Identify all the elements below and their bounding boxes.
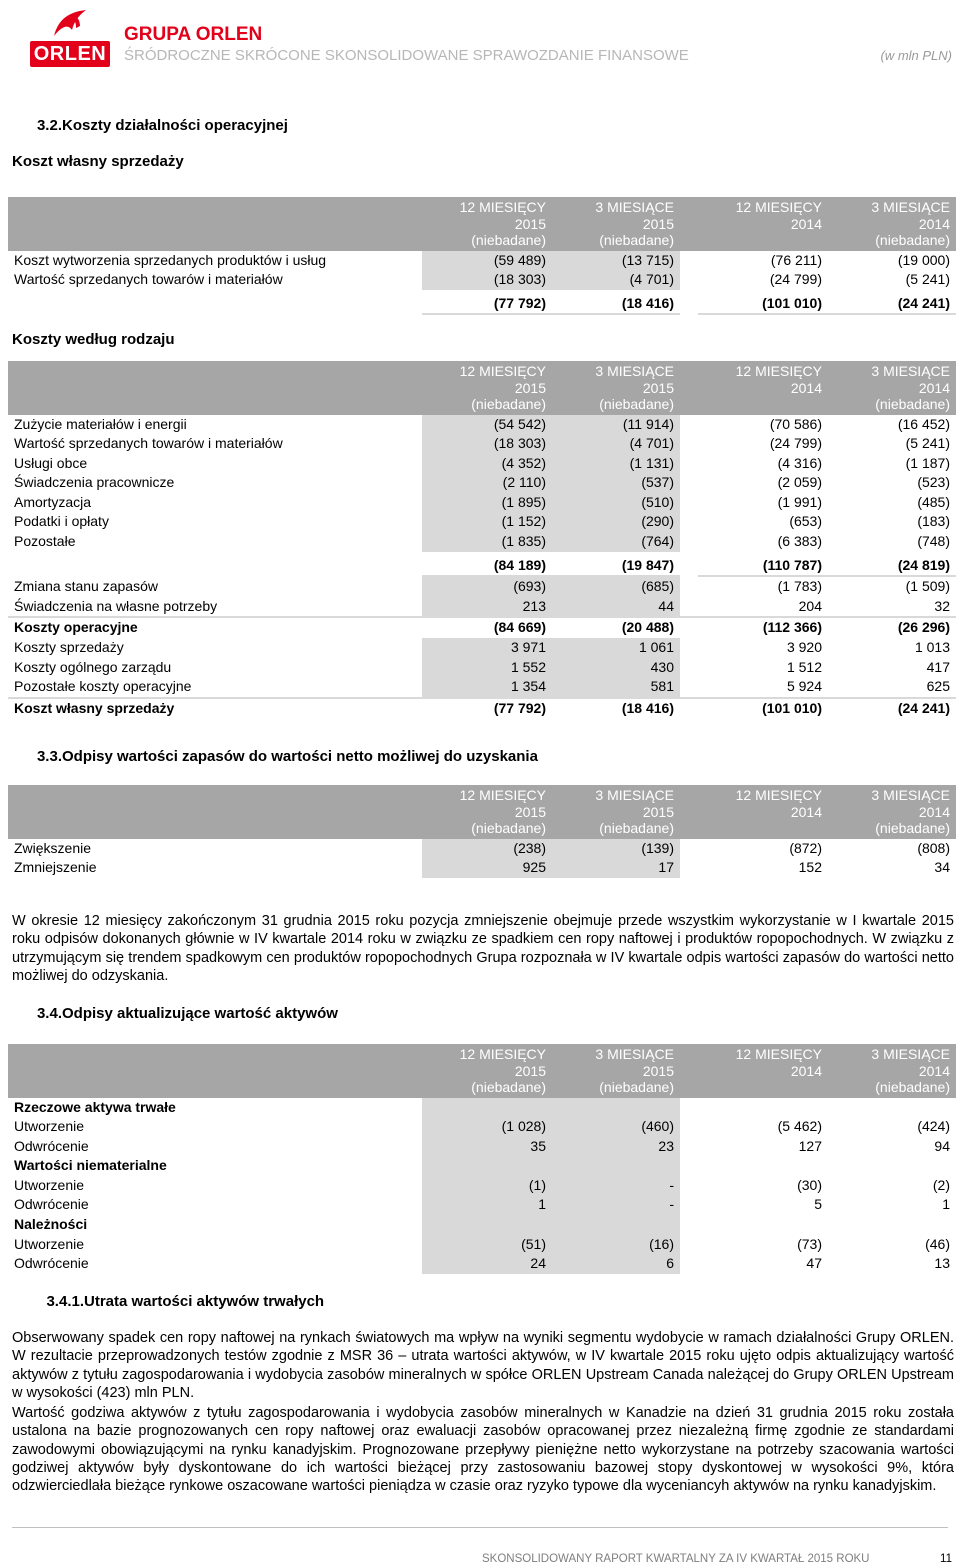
cell-value: 1 <box>942 1196 950 1213</box>
table-row <box>8 1235 956 1255</box>
cell-value: 430 <box>552 658 680 678</box>
table-row <box>8 434 956 454</box>
row-label: Podatki i opłaty <box>14 513 109 530</box>
cell-value: 417 <box>926 658 950 675</box>
table-row <box>8 1176 956 1196</box>
table-row <box>8 493 956 513</box>
cell-value: 44 <box>552 597 680 618</box>
table-subtotal-row: (84 189) (19 847) (110 787) (24 819) <box>8 556 956 577</box>
cell-value: (1 895) <box>422 493 552 513</box>
row-label: Usługi obce <box>14 454 88 471</box>
cell-value: (4 701) <box>552 434 680 454</box>
table-row <box>8 1195 956 1215</box>
row-label: Utworzenie <box>14 1235 85 1252</box>
group-title-row <box>8 1156 956 1176</box>
section-number: 3.2. <box>36 117 62 134</box>
row-label: Amortyzacja <box>14 493 92 510</box>
row-label: Koszty ogólnego zarządu <box>14 658 172 675</box>
cell-value: (653) <box>789 513 822 530</box>
cell-value: (808) <box>917 839 950 856</box>
row-label: Odwrócenie <box>14 1137 89 1154</box>
subsection-title: Koszt własny sprzedaży <box>12 153 184 170</box>
table-cost-of-sales-row: Koszt własny sprzedaży (77 792) (18 416) (101 010) (24 241) <box>8 698 956 719</box>
cell-value: (4 701) <box>552 270 680 290</box>
cell-value: (1 835) <box>422 532 552 552</box>
table-asset-writedowns <box>8 1044 956 1274</box>
cell-value: (24 799) <box>769 435 822 452</box>
col-header: 12 MIESIĘCY 2015 (niebadane) <box>422 1044 552 1098</box>
col-header: 3 MIESIĄCE 2015 (niebadane) <box>552 785 680 839</box>
cell-value: 925 <box>422 858 552 878</box>
cell-value: (16) <box>552 1235 680 1255</box>
cell-value: (24 799) <box>769 271 822 288</box>
cell-value: (4 352) <box>422 454 552 474</box>
cell-value: (5 241) <box>905 435 950 452</box>
logo-text: ORLEN <box>30 41 110 67</box>
col-header: 12 MIESIĘCY 2015 (niebadane) <box>422 785 552 839</box>
cell-value: 35 <box>422 1137 552 1157</box>
cell-value: 127 <box>798 1137 822 1154</box>
cell-value: - <box>552 1195 680 1215</box>
cell-value: 47 <box>806 1255 822 1272</box>
cell-value: (485) <box>917 493 950 510</box>
section-heading-3-4-1 <box>12 1293 324 1310</box>
table-row <box>8 415 956 435</box>
section-number: 3.3. <box>36 748 62 765</box>
section-heading-3-2 <box>12 117 288 134</box>
cell-value: (1 509) <box>905 578 950 595</box>
table-header-row <box>8 785 956 839</box>
cell-value: (748) <box>917 533 950 550</box>
cell-value: (537) <box>552 473 680 493</box>
group-title-row <box>8 1215 956 1235</box>
row-label: Odwrócenie <box>14 1196 89 1213</box>
cell-value: 17 <box>552 858 680 878</box>
col-header: 12 MIESIĘCY 2015 (niebadane) <box>422 361 552 415</box>
col-header: 3 MIESIĄCE 2014 (niebadane) <box>828 785 956 839</box>
table-row <box>8 677 956 698</box>
cell-value: (693) <box>422 576 552 597</box>
section-title: Utrata wartości aktywów trwałych <box>84 1293 325 1310</box>
group-title: Rzeczowe aktywa trwałe <box>14 1098 176 1115</box>
section-heading-3-4 <box>12 1005 338 1022</box>
section-title: Odpisy wartości zapasów do wartości netto możliwej do uzyskania <box>62 748 538 765</box>
cell-value: (1 991) <box>777 493 822 510</box>
col-header: 12 MIESIĘCY 2014 <box>698 361 828 415</box>
col-header: 3 MIESIĄCE 2014 (niebadane) <box>828 361 956 415</box>
company-name: GRUPA ORLEN <box>124 24 263 45</box>
col-header: 3 MIESIĄCE 2015 (niebadane) <box>552 1044 680 1098</box>
cell-value: (1 187) <box>905 454 950 471</box>
section-number: 3.4. <box>36 1005 62 1022</box>
cell-value: 6 <box>552 1254 680 1274</box>
cell-value: (5 462) <box>777 1118 822 1135</box>
row-label: Utworzenie <box>14 1118 85 1135</box>
cell-value: 94 <box>934 1137 950 1154</box>
group-title-row <box>8 1098 956 1118</box>
table-row <box>8 658 956 678</box>
cell-value: (685) <box>552 576 680 597</box>
cell-value: (6 383) <box>777 533 822 550</box>
col-header: 12 MIESIĘCY 2014 <box>698 1044 828 1098</box>
cell-value: (1 152) <box>422 512 552 532</box>
cell-value: 1 354 <box>422 677 552 698</box>
eagle-icon <box>50 8 90 38</box>
cell-value: (5 241) <box>905 271 950 288</box>
row-label: Świadczenia pracownicze <box>14 474 175 491</box>
col-header: 12 MIESIĘCY 2015 (niebadane) <box>422 197 552 251</box>
subsection-title: Koszty według rodzaju <box>12 331 175 348</box>
orlen-logo <box>28 8 112 70</box>
unit-label: (w mln PLN) <box>880 48 952 63</box>
cell-value: (30) <box>797 1176 822 1193</box>
table-row <box>8 454 956 474</box>
cell-value: (424) <box>917 1118 950 1135</box>
cell-value: (139) <box>552 839 680 859</box>
cell-value: 1 552 <box>422 658 552 678</box>
cell-value: (4 316) <box>777 454 822 471</box>
table-inventory-writedowns <box>8 785 956 878</box>
footer-divider <box>12 1527 948 1528</box>
cell-value: - <box>552 1176 680 1196</box>
cell-value: 23 <box>552 1137 680 1157</box>
row-label: Odwrócenie <box>14 1255 89 1272</box>
table-row <box>8 1117 956 1137</box>
cell-value: 3 971 <box>422 638 552 658</box>
cell-value: (46) <box>925 1235 950 1252</box>
cell-value: (2) <box>932 1176 950 1193</box>
cell-value: 3 920 <box>786 639 822 656</box>
page-number: 11 <box>940 1553 952 1565</box>
table-row <box>8 251 956 271</box>
row-label: Koszty sprzedaży <box>14 639 124 656</box>
cell-value: (510) <box>552 493 680 513</box>
table-header-row <box>8 1044 956 1098</box>
section-title: Odpisy aktualizujące wartość aktywów <box>62 1005 338 1022</box>
col-header: 12 MIESIĘCY 2014 <box>698 197 828 251</box>
cell-value: 1 <box>422 1195 552 1215</box>
paragraph-impairment-1: Obserwowany spadek cen ropy naftowej na rynkach światowych ma wpływ na wyniki segmentu wydobycie w ramach działalności Grupy ORLEN. W rezultacie przeprowadzonych testów zgodnie z MSR 36 – utrata wartości aktywów, w IV kwartale 2015 roku ujęto odpis aktualizujący wartość aktywów z tytułu zagospodarowania i wydobycia zasobów mineralnych w spółce ORLEN Upstream Canada należącej do Grupy ORLEN Upstream w wysokości (423) mln PLN. <box>12 1330 954 1401</box>
cell-value: 32 <box>934 597 950 614</box>
cell-value: 1 512 <box>786 658 822 675</box>
cell-value: (13 715) <box>552 251 680 271</box>
cell-value: (238) <box>422 839 552 859</box>
cell-value: (523) <box>917 474 950 491</box>
cell-value: (54 542) <box>422 415 552 435</box>
cell-value: (76 211) <box>770 251 822 268</box>
cell-value: (290) <box>552 512 680 532</box>
row-label: Pozostałe <box>14 533 76 550</box>
cell-value: 1 013 <box>914 639 950 656</box>
table-row <box>8 858 956 878</box>
group-title: Należności <box>14 1216 88 1233</box>
table-row <box>8 839 956 859</box>
cell-value: (16 452) <box>897 415 950 432</box>
row-label: Koszt wytworzenia sprzedanych produktów i usług <box>14 251 327 268</box>
cell-value: (872) <box>789 839 822 856</box>
table-costs-by-nature <box>8 361 956 718</box>
cell-value: 34 <box>934 859 950 876</box>
table-total-row: (77 792) (18 416) (101 010) (24 241) <box>8 294 956 315</box>
row-label: Zużycie materiałów i energii <box>14 415 187 432</box>
col-header: 3 MIESIĄCE 2014 (niebadane) <box>828 1044 956 1098</box>
section-title: Koszty działalności operacyjnej <box>62 117 288 134</box>
table-row <box>8 270 956 290</box>
cell-value: (2 110) <box>422 473 552 493</box>
cell-value: (2 059) <box>777 474 822 491</box>
cell-value: 581 <box>552 677 680 698</box>
cell-value: (1 131) <box>552 454 680 474</box>
col-header: 12 MIESIĘCY 2014 <box>698 785 828 839</box>
cell-value: (11 914) <box>552 415 680 435</box>
cell-value: (1) <box>422 1176 552 1196</box>
page-header <box>0 0 960 80</box>
table-row <box>8 1137 956 1157</box>
cell-value: (59 489) <box>422 251 552 271</box>
col-header: 3 MIESIĄCE 2014 (niebadane) <box>828 197 956 251</box>
cell-value: 152 <box>798 859 822 876</box>
cell-value: (19 000) <box>897 251 950 268</box>
cell-value: 13 <box>934 1255 950 1272</box>
table-header-row <box>8 197 956 251</box>
cell-value: (18 303) <box>422 434 552 454</box>
table-row <box>8 532 956 552</box>
col-header: 3 MIESIĄCE 2015 (niebadane) <box>552 197 680 251</box>
cell-value: (18 303) <box>422 270 552 290</box>
table-row <box>8 1254 956 1274</box>
table-cost-of-sales <box>8 197 956 315</box>
table-opex-row: Koszty operacyjne (84 669) (20 488) (112 366) (26 296) <box>8 617 956 638</box>
cell-value: (1 783) <box>777 578 822 595</box>
cell-value: 625 <box>926 678 950 695</box>
table-header-row <box>8 361 956 415</box>
row-label: Zwiększenie <box>14 839 92 856</box>
table-row <box>8 638 956 658</box>
paragraph-impairment-2: Wartość godziwa aktywów z tytułu zagospodarowania i wydobycia zasobów mineralnych w Kanadzie na dzień 31 grudnia 2015 roku została ustalona na bazie prognozowanych cen ropy naftowej oraz ewaluacji zasobów opracowanej przez niezależną firmę zgodnie ze standardami zawodowymi obowiązującymi na rynku kanadyjskim. Prognozowane przepływy pieniężne netto wykorzystane na potrzeby szacowania wartości godziwej aktywów były dyskontowane do ich wartości bieżącej przy zastosowaniu bazowej stopy dyskontowej w wysokości 9%, która odzwierciedlała bieżące rynkowe oszacowane wartości pieniądza w czasie oraz ryzyko typowe dla wyceniancyh aktywów na rynku kanadyjskim. <box>12 1405 954 1495</box>
cell-value: 5 <box>814 1196 822 1213</box>
row-label: Pozostałe koszty operacyjne <box>14 678 192 695</box>
col-header: 3 MIESIĄCE 2015 (niebadane) <box>552 361 680 415</box>
footer-text: SKONSOLIDOWANY RAPORT KWARTALNY ZA IV KWARTAŁ 2015 ROKU <box>482 1553 870 1565</box>
document-subtitle: ŚRÓDROCZNE SKRÓCONE SKONSOLIDOWANE SPRAWOZDANIE FINANSOWE <box>124 47 689 64</box>
table-row <box>8 512 956 532</box>
cell-value: 5 924 <box>786 678 822 695</box>
row-label: Zmniejszenie <box>14 859 97 876</box>
table-row <box>8 473 956 493</box>
cell-value: (73) <box>797 1235 822 1252</box>
row-label: Utworzenie <box>14 1176 85 1193</box>
cell-value: (460) <box>552 1117 680 1137</box>
group-title: Wartości niematerialne <box>14 1157 167 1174</box>
section-number: 3.4.1. <box>46 1293 84 1310</box>
row-label: Wartość sprzedanych towarów i materiałów <box>14 271 283 288</box>
table-row <box>8 576 956 597</box>
paragraph-inventory: W okresie 12 miesięcy zakończonym 31 grudnia 2015 roku pozycja zmniejszenie obejmuje przede wszystkim wykorzystanie w I kwartale 2015 roku odpisów dokonanych głównie w IV kwartale 2014 roku w związku ze spadkiem cen ropy naftowej i produktów ropopochodnych. W związku z utrzymującym się trendem spadkowym cen produktów ropopochodnych Grupa rozpoznała w IV kwartale odpis wartości zapasów do wartości netto możliwej do odzyskania. <box>12 913 954 984</box>
table-row <box>8 597 956 618</box>
cell-value: 24 <box>422 1254 552 1274</box>
cell-value: (183) <box>917 513 950 530</box>
cell-value: (1 028) <box>422 1117 552 1137</box>
cell-value: 213 <box>422 597 552 618</box>
section-heading-3-3 <box>12 748 538 765</box>
cell-value: 1 061 <box>552 638 680 658</box>
row-label: Zmiana stanu zapasów <box>14 577 158 594</box>
cell-value: (51) <box>422 1235 552 1255</box>
row-label: Wartość sprzedanych towarów i materiałów <box>14 435 283 452</box>
row-label: Świadczenia na własne potrzeby <box>14 597 218 614</box>
cell-value: (70 586) <box>769 415 822 432</box>
cell-value: (764) <box>552 532 680 552</box>
cell-value: 204 <box>798 597 822 614</box>
